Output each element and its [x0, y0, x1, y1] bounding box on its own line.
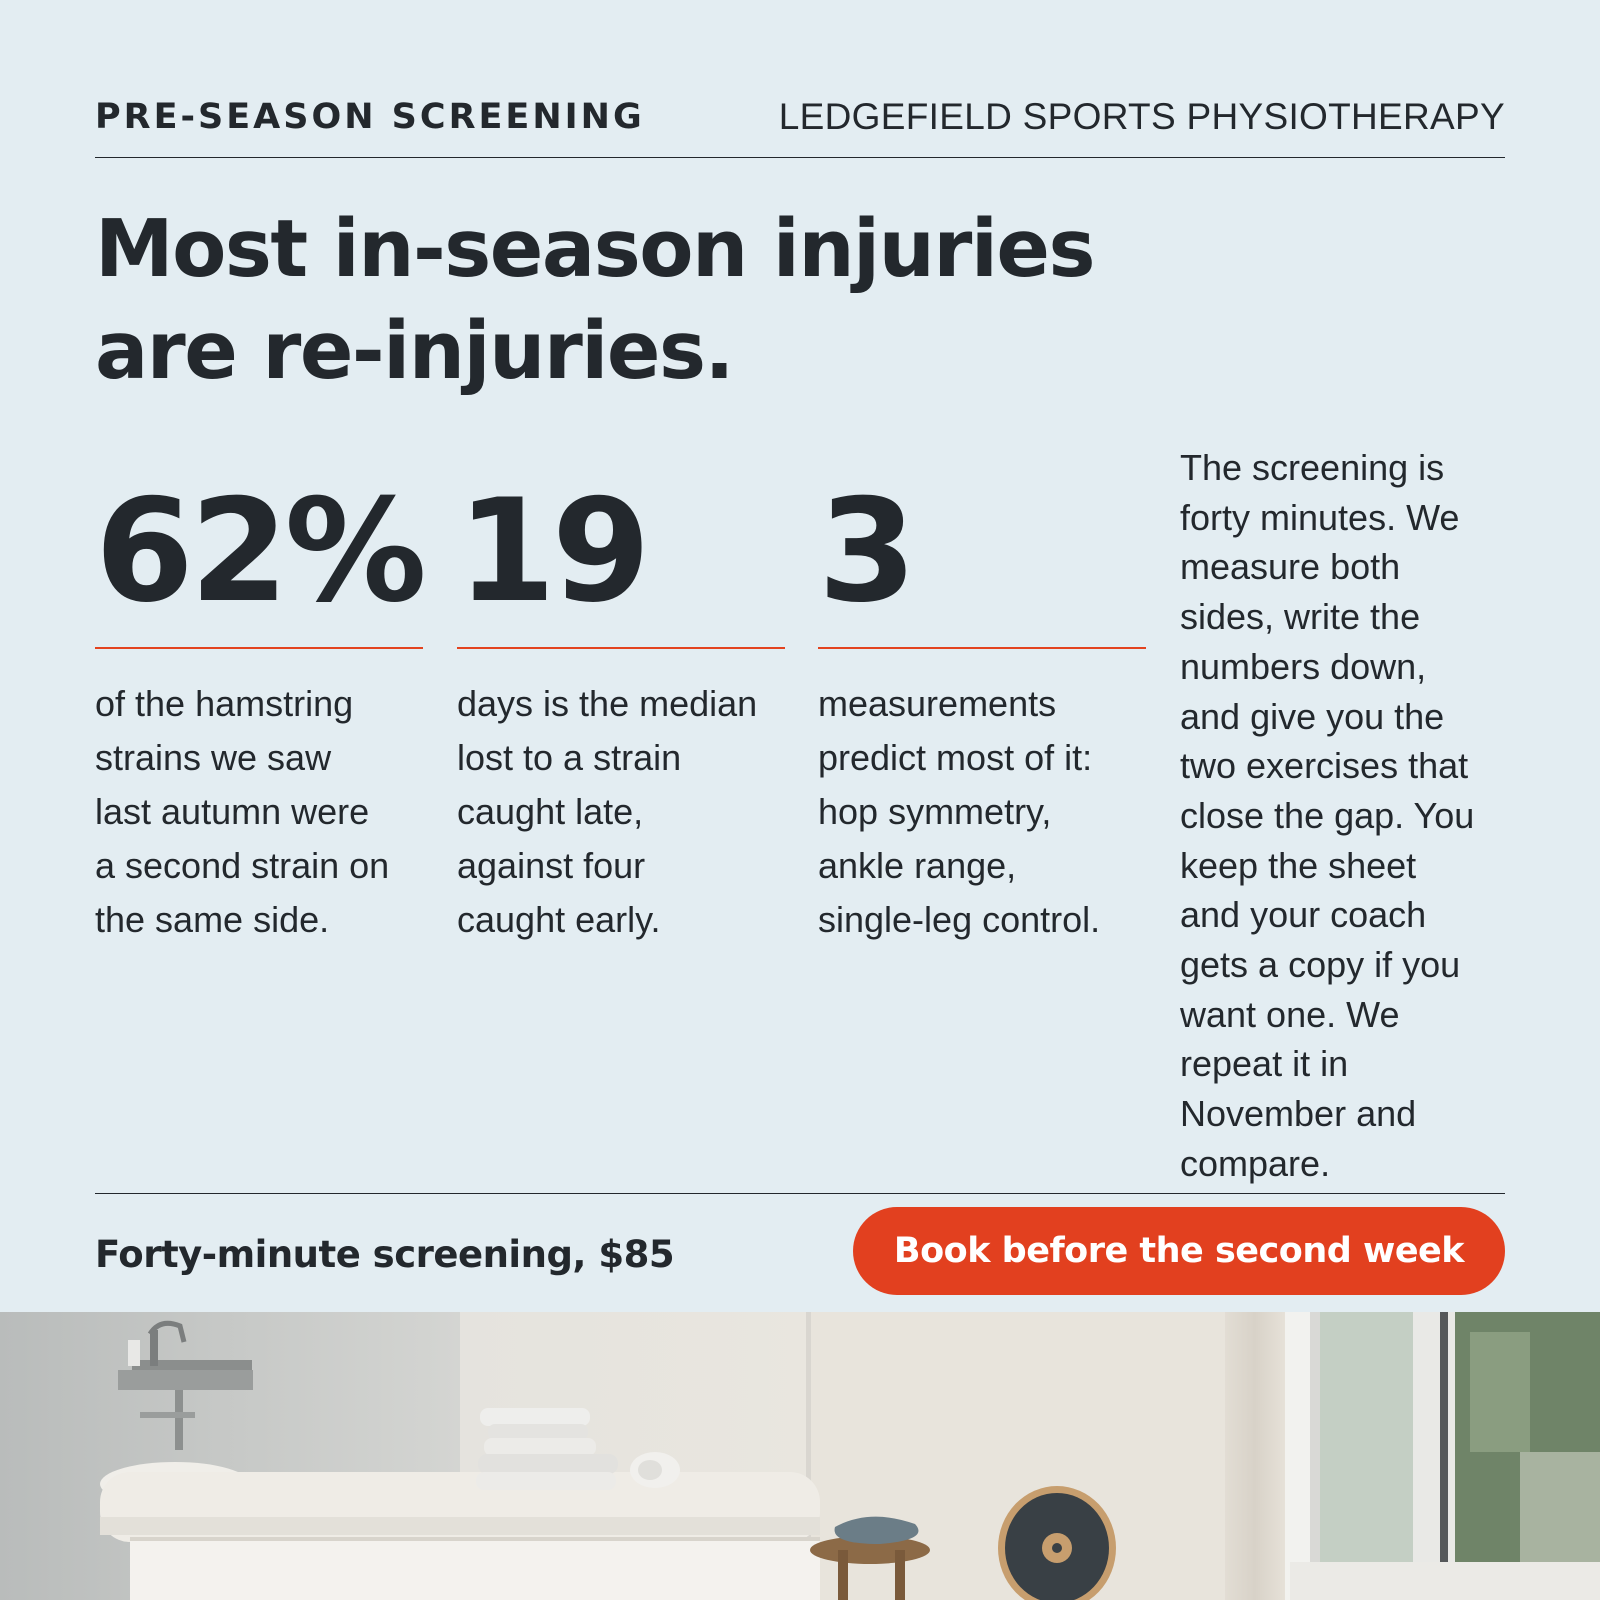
side-note-line: and give you the: [1180, 695, 1445, 737]
stat-line: caught early.: [457, 899, 661, 940]
stat-line: strains we saw: [95, 737, 332, 778]
side-note-line: close the gap. You: [1180, 794, 1475, 836]
side-note-line: repeat it in: [1180, 1043, 1349, 1085]
treatment-room-photo: [0, 1312, 1600, 1600]
stat-line: lost to a strain: [457, 737, 682, 778]
header-bar: [95, 95, 1505, 158]
headline: [95, 198, 1195, 402]
stat-description: [818, 677, 1146, 947]
side-note-line: forty minutes. We: [1180, 496, 1460, 538]
stat-number: 19: [457, 469, 647, 634]
stat-line: caught late,: [457, 791, 644, 832]
stat-number: 3: [818, 469, 913, 634]
side-note-line: and your coach: [1180, 894, 1427, 936]
treatment-room-illustration: [0, 1312, 1600, 1600]
stat-line: predict most of it:: [818, 737, 1093, 778]
stat-number: 62%: [95, 469, 423, 634]
stat-description: [95, 677, 423, 947]
stat-divider: [818, 647, 1146, 649]
side-note-line: November and: [1180, 1093, 1417, 1135]
book-button[interactable]: Book before the second week: [853, 1207, 1505, 1295]
side-note-line: The screening is: [1180, 447, 1445, 488]
stat-line: a second strain on: [95, 845, 390, 886]
side-note-line: measure both: [1180, 546, 1401, 588]
stat-line: measurements: [818, 683, 1057, 724]
stat-divider: [95, 647, 423, 649]
stat-line: the same side.: [95, 899, 330, 940]
side-note-line: keep the sheet: [1180, 844, 1417, 886]
stat-line: against four: [457, 845, 646, 886]
stat-column-1: [95, 470, 423, 947]
stat-column-3: [818, 470, 1146, 947]
side-note-line: numbers down,: [1180, 645, 1427, 687]
stat-column-2: [457, 470, 785, 947]
price-label: Forty-minute screening, $85: [95, 1233, 675, 1276]
stat-line: last autumn were: [95, 791, 370, 832]
headline-line-2: are re-injuries.: [95, 305, 733, 397]
eyebrow-label: PRE-SEASON SCREENING: [95, 97, 645, 137]
side-note-line: want one. We: [1180, 993, 1400, 1035]
clinic-name: LEDGEFIELD SPORTS PHYSIOTHERAPY: [778, 96, 1505, 137]
side-note-line: sides, write the: [1180, 596, 1421, 638]
side-note-line: two exercises that: [1180, 745, 1469, 787]
screening-description: [1180, 443, 1510, 1189]
stat-divider: [457, 647, 785, 649]
stat-line: hop symmetry,: [818, 791, 1052, 832]
footer-divider: [95, 1193, 1505, 1194]
side-note-line: gets a copy if you: [1180, 944, 1461, 986]
stat-description: [457, 677, 785, 947]
stat-line: days is the median: [457, 683, 758, 724]
stat-line: single-leg control.: [818, 899, 1101, 940]
stat-line: ankle range,: [818, 845, 1017, 886]
side-note-line: compare.: [1180, 1142, 1331, 1184]
headline-line-1: Most in-season injuries: [95, 203, 1095, 295]
stat-line: of the hamstring: [95, 683, 354, 724]
